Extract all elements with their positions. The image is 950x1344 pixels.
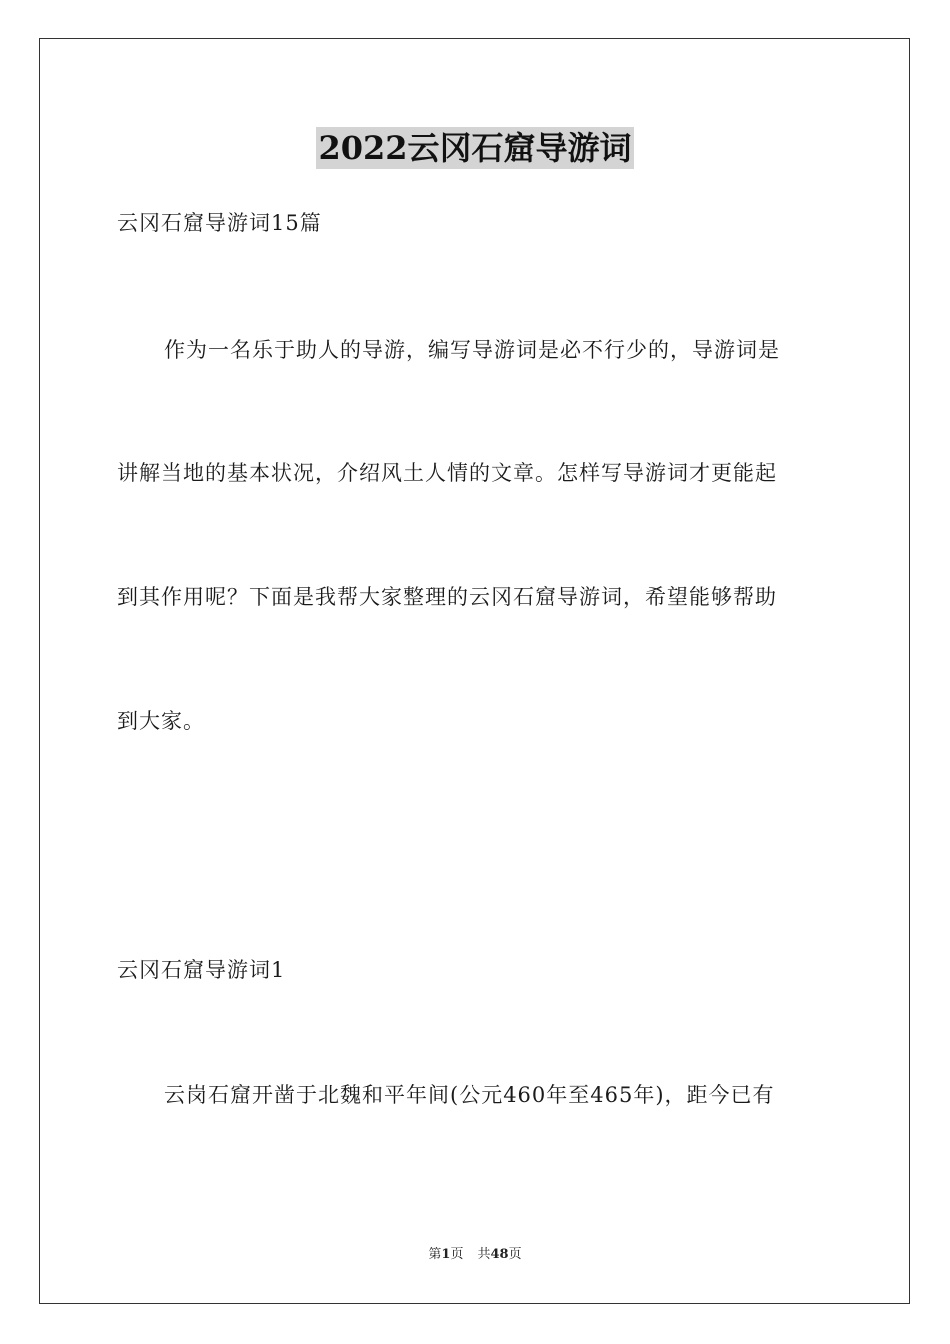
document-title: 2022云冈石窟导游词 — [318, 129, 632, 167]
paragraph-line: 作为一名乐于助人的导游，编写导游词是必不行少的，导游词是 — [164, 338, 780, 362]
paragraph-line: 到其作用呢？下面是我帮大家整理的云冈石窟导游词，希望能够帮助 — [117, 585, 777, 609]
paragraph-line: 讲解当地的基本状况，介绍风土人情的文章。怎样写导游词才更能起 — [117, 461, 777, 485]
paragraph-line: 云岗石窟开凿于北魏和平年间(公元460年至465年)，距今已有 — [164, 1083, 775, 1107]
document-subtitle: 云冈石窟导游词15篇 — [117, 211, 322, 235]
total-pages: 48 — [490, 1247, 509, 1262]
total-prefix: 共 — [477, 1247, 491, 1262]
page-prefix: 第 — [428, 1247, 442, 1262]
page-footer — [0, 1246, 950, 1264]
page-number: 1 — [441, 1247, 451, 1262]
page-suffix: 页 — [450, 1247, 464, 1262]
section-heading: 云冈石窟导游词1 — [117, 958, 286, 982]
title-container — [0, 127, 950, 169]
total-suffix: 页 — [508, 1247, 522, 1262]
paragraph-line: 到大家。 — [117, 709, 205, 733]
